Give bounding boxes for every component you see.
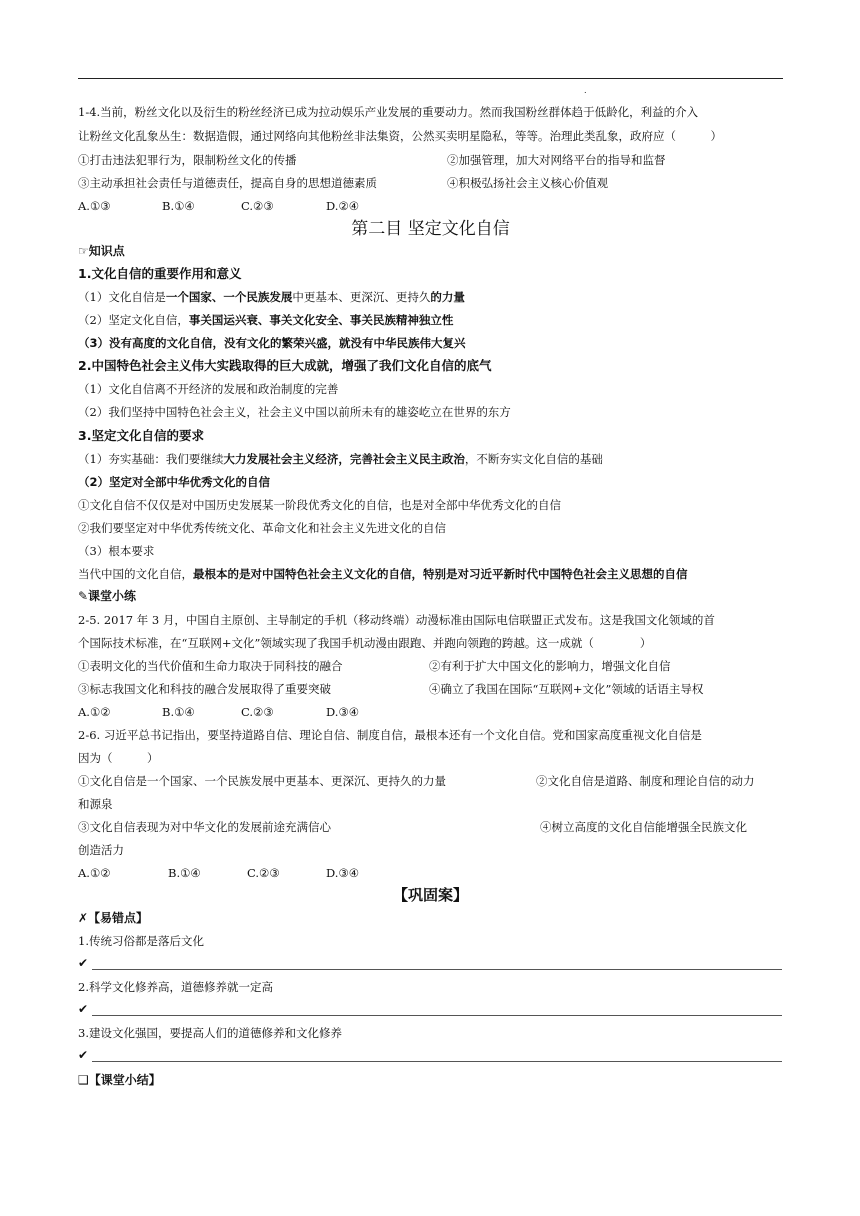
- q14-option-3: ③主动承担社会责任与道德责任，提高自身的思想道德素质: [78, 176, 377, 190]
- q25-stem-2: 个国际技术标准，在“互联网+文化”领域实现了我国手机动漫由跟跑、并跑向领跑的跨越。这一成就（ ）: [78, 636, 652, 650]
- k3-point-2: （2）坚定对全部中华优秀文化的自信: [78, 475, 270, 489]
- q26-option-2: ②文化自信是道路、制度和理论自信的动力: [536, 774, 755, 788]
- q14-stem-1: 1-4.当前，粉丝文化以及衍生的粉丝经济已成为拉动娱乐产业发展的重要动力。然而我国粉丝群体趋于低龄化，利益的介入: [78, 105, 699, 119]
- q26-stem-2: 因为（ ）: [78, 751, 159, 765]
- q26-choice-b: B.①④: [168, 866, 201, 880]
- errors-header: ✗【易错点】: [78, 911, 149, 925]
- q25-option-1: ①表明文化的当代价值和生命力取决于同科技的融合: [78, 659, 343, 673]
- q25-option-2: ②有利于扩大中国文化的影响力，增强文化自信: [429, 659, 671, 673]
- q14-choice-a: A.①③: [78, 199, 111, 213]
- q14-option-1: ①打击违法犯罪行为，限制粉丝文化的传播: [78, 153, 297, 167]
- q25-option-3: ③标志我国文化和科技的融合发展取得了重要突破: [78, 682, 331, 696]
- k3-title: 3.坚定文化自信的要求: [78, 428, 204, 443]
- k2-point-2: （2）我们坚持中国特色社会主义，社会主义中国以前所未有的雄姿屹立在世界的东方: [78, 405, 511, 419]
- check-icon: ✔: [78, 956, 89, 970]
- q26-choice-a: A.①②: [78, 866, 111, 880]
- k3-point-1: （1）夯实基础：我们要继续大力发展社会主义经济，完善社会主义民主政治，不断夯实文化自信的基础: [78, 452, 603, 466]
- q14-option-4: ④积极弘扬社会主义核心价值观: [447, 176, 608, 190]
- k3-point-3: （3）根本要求: [78, 544, 155, 558]
- header-dot: .: [584, 86, 587, 95]
- q25-choice-d: D.③④: [326, 705, 360, 719]
- error-item-1: 1.传统习俗都是落后文化: [78, 934, 204, 948]
- k1-title: 1.文化自信的重要作用和意义: [78, 266, 242, 281]
- q26-choice-c: C.②③: [247, 866, 280, 880]
- section-title: 第二目 坚定文化自信: [351, 219, 510, 239]
- k2-point-1: （1）文化自信离不开经济的发展和政治制度的完善: [78, 382, 339, 396]
- consolidate-title: 【巩固案】: [392, 886, 468, 904]
- q26-option-4: ④树立高度的文化自信能增强全民族文化: [540, 820, 747, 834]
- k2-title: 2.中国特色社会主义伟大实践取得的巨大成就，增强了我们文化自信的底气: [78, 358, 492, 373]
- q26-choice-d: D.③④: [326, 866, 360, 880]
- q25-choice-a: A.①②: [78, 705, 111, 719]
- k3-point-3a: 当代中国的文化自信，最根本的是对中国特色社会主义文化的自信，特别是对习近平新时代中国特色社会主义思想的自信: [78, 567, 688, 581]
- k3-point-2a: ①文化自信不仅仅是对中国历史发展某一阶段优秀文化的自信，也是对全部中华优秀文化的自信: [78, 498, 561, 512]
- q14-choice-b: B.①④: [162, 199, 195, 213]
- header-rule: [78, 78, 783, 79]
- error-item-3: 3.建设文化强国，要提高人们的道德修养和文化修养: [78, 1026, 342, 1040]
- k1-point-3: （3）没有高度的文化自信，没有文化的繁荣兴盛，就没有中华民族伟大复兴: [78, 336, 466, 350]
- q26-stem-1: 2-6. 习近平总书记指出，要坚持道路自信、理论自信、制度自信，最根本还有一个文化自信。党和国家高度重视文化自信是: [78, 728, 702, 742]
- k3-point-2b: ②我们要坚定对中华优秀传统文化、革命文化和社会主义先进文化的自信: [78, 521, 446, 535]
- q26-option-1: ①文化自信是一个国家、一个民族发展中更基本、更深沉、更持久的力量: [78, 774, 446, 788]
- q14-stem-2: 让粉丝文化乱象丛生：数据造假，通过网络向其他粉丝非法集资，公然买卖明星隐私，等等。治理此类乱象，政府应（ ）: [78, 129, 722, 143]
- q14-choice-c: C.②③: [241, 199, 274, 213]
- q14-choice-d: D.②④: [326, 199, 360, 213]
- q26-option-3: ③文化自信表现为对中华文化的发展前途充满信心: [78, 820, 331, 834]
- q25-choice-b: B.①④: [162, 705, 195, 719]
- answer-line-2[interactable]: [92, 1015, 782, 1016]
- answer-line-3[interactable]: [92, 1061, 782, 1062]
- q25-choice-c: C.②③: [241, 705, 274, 719]
- answer-line-1[interactable]: [92, 969, 782, 970]
- k1-point-2: （2）坚定文化自信，事关国运兴衰、事关文化安全、事关民族精神独立性: [78, 313, 454, 327]
- knowledge-header: ☞知识点: [78, 244, 125, 258]
- k1-point-1: （1）文化自信是一个国家、一个民族发展中更基本、更深沉、更持久的力量: [78, 290, 465, 304]
- q25-stem-1: 2-5. 2017 年 3 月，中国自主原创、主导制定的手机（移动终端）动漫标准由国际电信联盟正式发布。这是我国文化领域的首: [78, 613, 715, 627]
- summary-header: ❑【课堂小结】: [78, 1073, 161, 1087]
- q26-option-4-cont: 创造活力: [78, 843, 124, 857]
- q14-option-2: ②加强管理，加大对网络平台的指导和监督: [447, 153, 666, 167]
- q26-option-2-cont: 和源泉: [78, 797, 113, 811]
- check-icon: ✔: [78, 1002, 89, 1016]
- q25-option-4: ④确立了我国在国际“互联网+文化”领域的话语主导权: [429, 682, 704, 696]
- practice-header: ✎课堂小练: [78, 589, 137, 603]
- error-item-2: 2.科学文化修养高，道德修养就一定高: [78, 980, 273, 994]
- check-icon: ✔: [78, 1048, 89, 1062]
